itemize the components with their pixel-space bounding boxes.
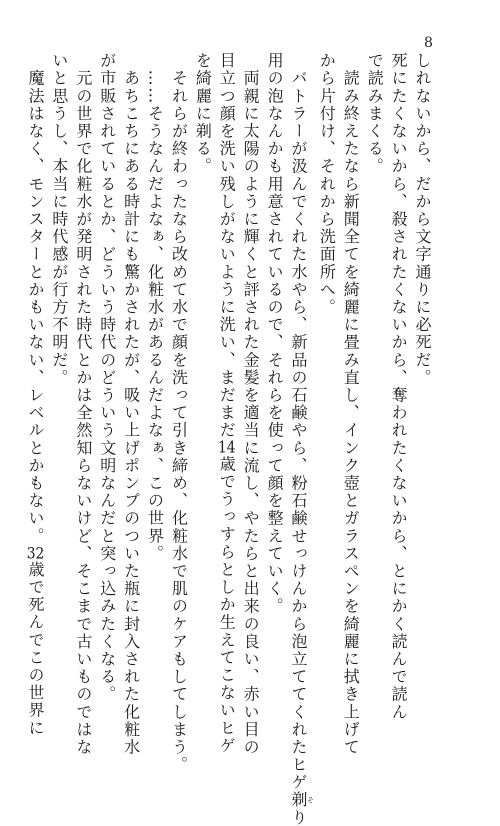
ruby-sori: 剃そ — [288, 791, 315, 809]
number-upright: 14 — [217, 439, 236, 456]
text-line: が市販されているとか、どういう時代のどういう文明なんだと突っ込みたくなる。 — [97, 52, 117, 704]
text-line: 死にたくないから、殺されたくないから、奪われたくないから、とにかく読んで読ん — [389, 52, 409, 721]
text-line: 目立つ顔を洗い残しがないように洗い、まだまだ14歳でうっすらとしか生えてこないヒゲ — [217, 52, 237, 755]
text-line: 用の泡なんかも用意されているので、それらを使って顔を整えていく。 — [265, 52, 285, 616]
text-line: で読みまくる。 — [365, 52, 385, 176]
number-upright: 32 — [26, 544, 45, 561]
text-line: 魔法はなく、モンスターとかもいない、レベルとかもない。32歳で死んでこの世界に — [26, 52, 45, 737]
page-number: 8 — [424, 35, 433, 51]
text-line: 両親に太陽のように輝くと評された金髪を適当に流し、やたらと出来の良い、赤い目の — [241, 52, 261, 756]
text-line: いと思うし、本当に時代感が行方不明だ。 — [49, 52, 69, 387]
text-line: それらが終わったなら改めて水で顔を洗って引き締め、化粧水で肌のケアもしてしまう。 — [169, 52, 189, 774]
text-line: バトラーが汲んでくれた水やら、新品の石鹸やら、粉石鹸せっけんから泡立ててくれたヒゲ剃そり — [288, 52, 315, 826]
text-line: あちこちにある時計にも驚かされたが、吸い上げポンプのついた瓶に封入された化粧水 — [121, 52, 141, 756]
text-line: しれないから、だから文字通りに必死だ。 — [413, 52, 432, 387]
text-line: を綺麗に剃る。 — [193, 52, 213, 176]
text-line: 元の世界で化粧水が発明された時代とかは全然知らないけど、そこまで古いものではな — [73, 52, 93, 756]
text-line: から片付け、それから洗面所へ。 — [317, 52, 337, 316]
text-line: ……そうなんだよなぁ、化粧水があるんだよなぁ、この世界。 — [145, 52, 165, 563]
body-text — [26, 52, 434, 826]
text-line: 読み終えたなら新聞全てを綺麗に畳み直し、インク壺とガラスペンを綺麗に拭き上げて — [341, 52, 361, 756]
